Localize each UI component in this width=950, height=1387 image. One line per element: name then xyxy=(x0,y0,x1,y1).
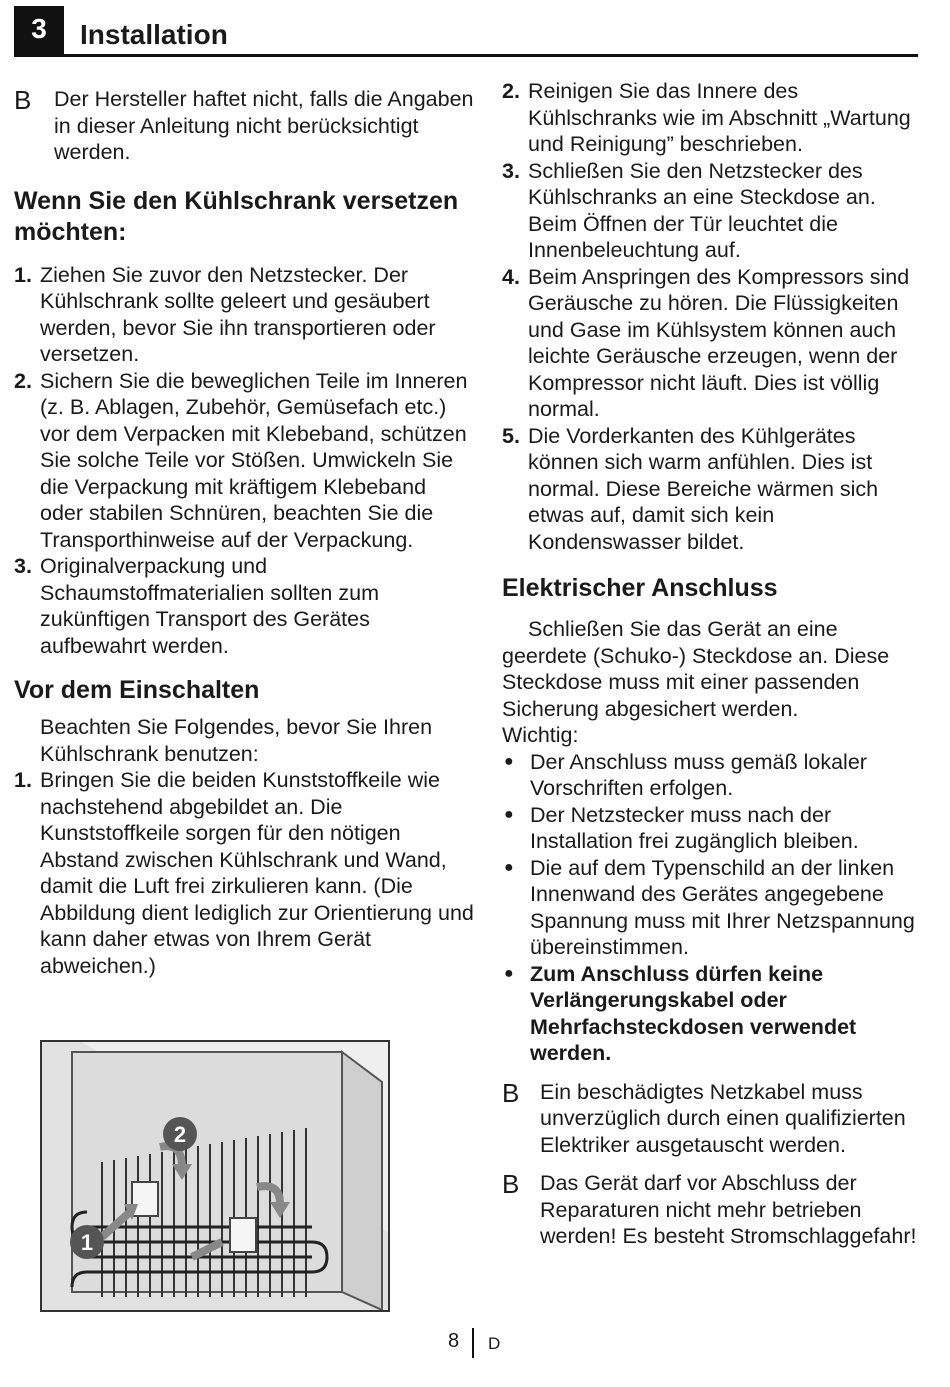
note-icon: B xyxy=(14,85,32,115)
list-item: ● Der Anschluss muss gemäß lokaler Vorschriften erfolgen. xyxy=(504,749,867,800)
list-item: 1. Bringen Sie die beiden Kunststoffkeile wie nachstehend abgebildet an. Die Kunststoffkeile sorgen für den nötigen Abstand zwischen Kühlschrank und Wand, damit die Luft frei zirkulieren kann. (Die Abbildung dient lediglich zur Orientierung und kann daher etwas von Ihrem Gerät abweichen.) xyxy=(14,768,474,978)
wedge-installation-figure xyxy=(40,1040,390,1312)
right-column xyxy=(502,78,922,1250)
cable-note: B Ein beschädigtes Netzkabel muss unverzüglich durch einen qualifizierten Elektriker ausgetauscht werden. xyxy=(502,1077,906,1157)
move-steps-list xyxy=(14,262,474,660)
setup-steps-list xyxy=(502,78,922,555)
svg-text:2: 2 xyxy=(173,1122,187,1147)
page-number: 8 xyxy=(448,1330,460,1352)
list-item: 5. Die Vorderkanten des Kühlgerätes können sich warm anfühlen. Dies ist normal. Diese Bereiche wärmen sich etwas auf, damit sich kein Kondenswasser bildet. xyxy=(502,423,879,554)
chapter-title: Installation xyxy=(80,19,228,50)
left-column xyxy=(14,86,474,979)
list-item: 3. Originalverpackung und Schaumstoffmaterialien sollten zum zukünftigen Transport des Gerätes aufbewahrt werden. xyxy=(14,554,379,658)
note-icon: B xyxy=(502,1169,520,1199)
electrical-bullets xyxy=(502,749,922,1067)
list-item: ● Zum Anschluss dürfen keine Verlängerungskabel oder Mehrfachsteckdosen verwendet werden. xyxy=(504,961,857,1065)
note-icon: B xyxy=(502,1077,520,1108)
list-item: 1. Ziehen Sie zuvor den Netzstecker. Der Kühlschrank sollte geleert und gesäubert werden, bevor Sie ihn transportieren oder versetzen. xyxy=(14,262,436,366)
list-item: 2. Sichern Sie die beweglichen Teile im Inneren (z. B. Ablagen, Zubehör, Gemüsefach etc.) vor dem Verpacken mit Klebeband, schützen Sie solche Teile vor Stößen. Umwickeln Sie die Verpackung mit kräftigem Klebeband oder stabilen Schnüren, beachten Sie die Transporthinweise auf der Verpackung. xyxy=(14,368,468,552)
list-item: ● Der Netzstecker muss nach der Installation frei zugänglich bleiben. xyxy=(504,802,859,853)
list-item: 4. Beim Anspringen des Kompressors sind Geräusche zu hören. Die Flüssigkeiten und Gase im Kühlsystem können auch leichte Geräusche erzeugen, wenn der Kompressor nicht läuft. Dies ist völlig normal. xyxy=(502,264,910,421)
repair-note: B Das Gerät darf vor Abschluss der Reparaturen nicht mehr betrieben werden! Es besteht Stromschlaggefahr! xyxy=(502,1169,917,1248)
svg-text:1: 1 xyxy=(80,1230,94,1255)
note-text: Der Hersteller haftet nicht, falls die Angaben in dieser Anleitung nicht berücksichtigt werden. xyxy=(54,87,474,164)
list-item: ● Die auf dem Typenschild an der linken Innenwand des Gerätes angegebene Spannung muss mit Ihrer Netzspannung übereinstimmen. xyxy=(504,855,915,959)
page-language: D xyxy=(488,1334,501,1353)
chapter-number: 3 xyxy=(14,6,64,56)
list-item: 2. Reinigen Sie das Innere des Kühlschranks wie im Abschnitt „Wartung und Reinigung” beschrieben. xyxy=(502,79,911,156)
section-heading-before-start: Vor dem Einschalten xyxy=(14,676,260,704)
chapter-rule xyxy=(14,54,918,57)
bullet-icon: ● xyxy=(504,858,514,876)
section-heading-move: Wenn Sie den Kühlschrank versetzen möchten: xyxy=(14,186,459,246)
bullet-icon: ● xyxy=(504,805,514,823)
electrical-intro: Schließen Sie das Gerät an eine geerdete (Schuko-) Steckdose an. Diese Steckdose muss mit einer passenden Sicherung abgesichert werden. xyxy=(502,617,890,721)
section-intro: Beachten Sie Folgendes, bevor Sie Ihren Kühlschrank benutzen: xyxy=(40,715,433,766)
bullet-icon: ● xyxy=(504,752,514,770)
section-heading-electrical: Elektrischer Anschluss xyxy=(502,574,778,602)
page-separator xyxy=(472,1328,474,1358)
bullet-icon: ● xyxy=(504,964,514,982)
fridge-back-illustration xyxy=(42,1042,388,1310)
important-label: Wichtig: xyxy=(502,723,579,747)
list-item: 3. Schließen Sie den Netzstecker des Kühlschranks an eine Steckdose an. Beim Öffnen der Tür leuchtet die Innenbeleuchtung auf. xyxy=(502,158,876,262)
liability-note xyxy=(14,86,474,166)
